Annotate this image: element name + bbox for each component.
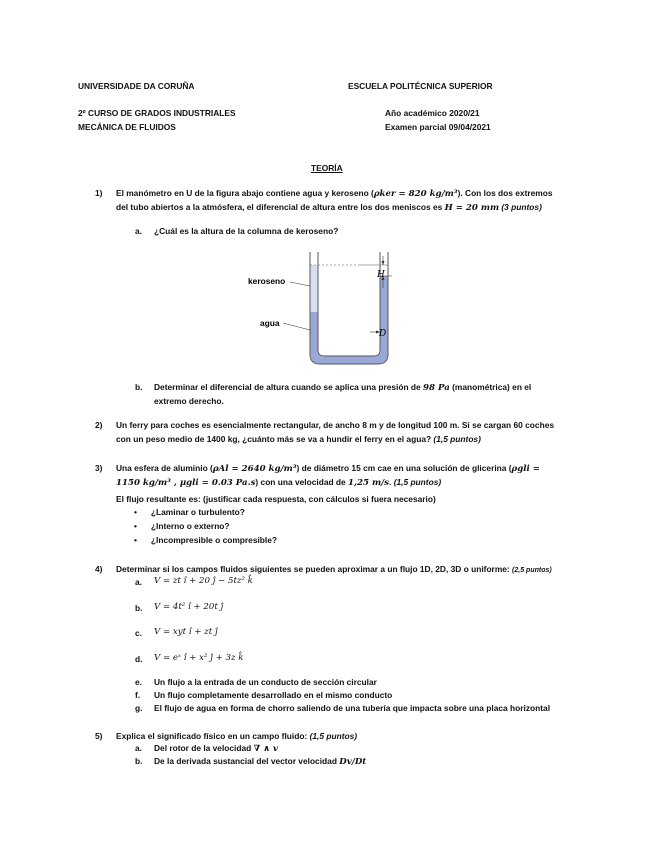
q5-number: 5) (95, 731, 103, 741)
q4b-field: V = 4t² î + 20t ĵ (154, 602, 224, 612)
q3-bullet-3: • ¿Incompresible o compresible? (134, 535, 278, 545)
q4g-text: El flujo de agua en forma de chorro saliendo de una tubería que impacta sobre una placa horizontal (154, 703, 551, 713)
rho-glycerin: ρgli = (511, 464, 540, 474)
q4a-field: V = zt î + 20 ĵ − 5tz² k̂ (154, 576, 253, 586)
q5b-label: b. (135, 756, 143, 766)
curl-velocity: ∇ ∧ v (253, 744, 279, 754)
sphere-velocity: 1,25 m/s (348, 478, 390, 488)
fig-kerosene-label: keroseno (248, 276, 286, 286)
q1-points: (3 puntos) (501, 202, 542, 212)
q4e-label: e. (135, 677, 142, 687)
q3-points: (1,5 puntos) (393, 477, 442, 487)
q4d-label: d. (135, 654, 143, 664)
u-tube-manometer-figure (240, 248, 400, 373)
fig-d-label: D (379, 329, 387, 339)
rho-aluminium: ρAl = 2640 kg/m³ (212, 464, 297, 474)
pressure-value: 98 Pa (423, 383, 450, 393)
q4c-field: V = xyt î + zt ĵ (154, 627, 218, 637)
fig-h-label: H (377, 270, 385, 280)
q4g-label: g. (135, 703, 143, 713)
fig-water-label: agua (260, 318, 280, 328)
q1b-line1: Determinar el diferencial de altura cuando se aplica una presión de 98 Pa (manométrica) en el (154, 382, 532, 393)
q4a-label: a. (135, 577, 142, 587)
q4-line1: Determinar si los campos fluidos siguientes se pueden aproximar a un flujo 1D, 2D, 3D o uniforme: (2,5 puntos) (116, 564, 552, 574)
school-name: ESCUELA POLITÉCNICA SUPERIOR (348, 81, 493, 91)
q1b-line2: extremo derecho. (154, 396, 224, 406)
h-value: H = 20 mm (444, 203, 500, 213)
q2-points: (1,5 puntos) (433, 434, 481, 444)
section-title: TEORÍA (311, 163, 343, 173)
q5b-text: De la derivada sustancial del vector velocidad Dv/Dt (154, 756, 367, 767)
q5-points: (1,5 puntos) (309, 731, 358, 741)
q3-line2: 1150 kg/m³ , μgli = 0.03 Pa.s) con una velocidad de 1,25 m/s. (1,5 puntos) (116, 477, 442, 488)
q3-bullet-1: • ¿Laminar o turbulento? (134, 507, 245, 517)
q2-line2: con un peso medio de 1400 kg, ¿cuánto más se va a hundir el ferry en el agua? (1,5 puntos) (116, 434, 481, 444)
q4d-field: V = eˣ î + x² ĵ + 3z k̂ (154, 653, 244, 663)
q2-line1: Un ferry para coches es esencialmente rectangular, de ancho 8 m y de longitud 100 m. Si se cargan 60 coches (116, 420, 555, 430)
kerosene-fill (311, 265, 318, 312)
q1a-label: a. (135, 226, 142, 236)
rho-kerosene: ρker = 820 kg/m³ (373, 189, 458, 199)
q5-line1: Explica el significado físico en un campo fluido: (1,5 puntos) (116, 731, 358, 741)
academic-year: Año académico 2020/21 (385, 108, 480, 118)
material-derivative: Dv/Dt (339, 757, 367, 767)
glycerin-properties: 1150 kg/m³ , μgli = 0.03 Pa.s (116, 478, 256, 488)
q1-line1: El manómetro en U de la figura abajo contiene agua y keroseno (ρker = 820 kg/m³). Con los dos extremos (116, 188, 553, 199)
q4e-text: Un flujo a la entrada de un conducto de sección circular (154, 677, 377, 687)
q1b-label: b. (135, 382, 143, 392)
q4-number: 4) (95, 564, 103, 574)
q3-line3: El flujo resultante es: (justificar cada respuesta, con cálculos si fuera necesario) (116, 494, 436, 504)
subject-name: MECÁNICA DE FLUIDOS (78, 122, 176, 132)
q4f-label: f. (135, 690, 141, 700)
water-fill (311, 276, 388, 364)
q4c-label: c. (135, 628, 142, 638)
q2-number: 2) (95, 420, 103, 430)
q3-line1: Una esfera de aluminio (ρAl = 2640 kg/m³) de diámetro 15 cm cae en una solución de glicerina (ρgli = (116, 463, 540, 474)
q3-number: 3) (95, 463, 103, 473)
exam-date: Examen parcial 09/04/2021 (385, 122, 491, 132)
course-name: 2º CURSO DE GRADOS INDUSTRIALES (78, 108, 236, 118)
q5a-text: Del rotor de la velocidad ∇ ∧ v (154, 743, 279, 754)
q1-number: 1) (95, 188, 103, 198)
university-name: UNIVERSIDADE DA CORUÑA (78, 81, 195, 91)
q1-line2: del tubo abiertos a la atmósfera, el diferencial de altura entre los dos meniscos es H = 20 mm (3 puntos) (116, 202, 542, 213)
q4-points: (2,5 puntos) (512, 567, 552, 574)
q4b-label: b. (135, 603, 143, 613)
q1a-text: ¿Cuál es la altura de la columna de keroseno? (154, 226, 339, 236)
q4f-text: Un flujo completamente desarrollado en el mismo conducto (154, 690, 393, 700)
q5a-label: a. (135, 743, 142, 753)
q3-bullet-2: • ¿Interno o externo? (134, 521, 230, 531)
